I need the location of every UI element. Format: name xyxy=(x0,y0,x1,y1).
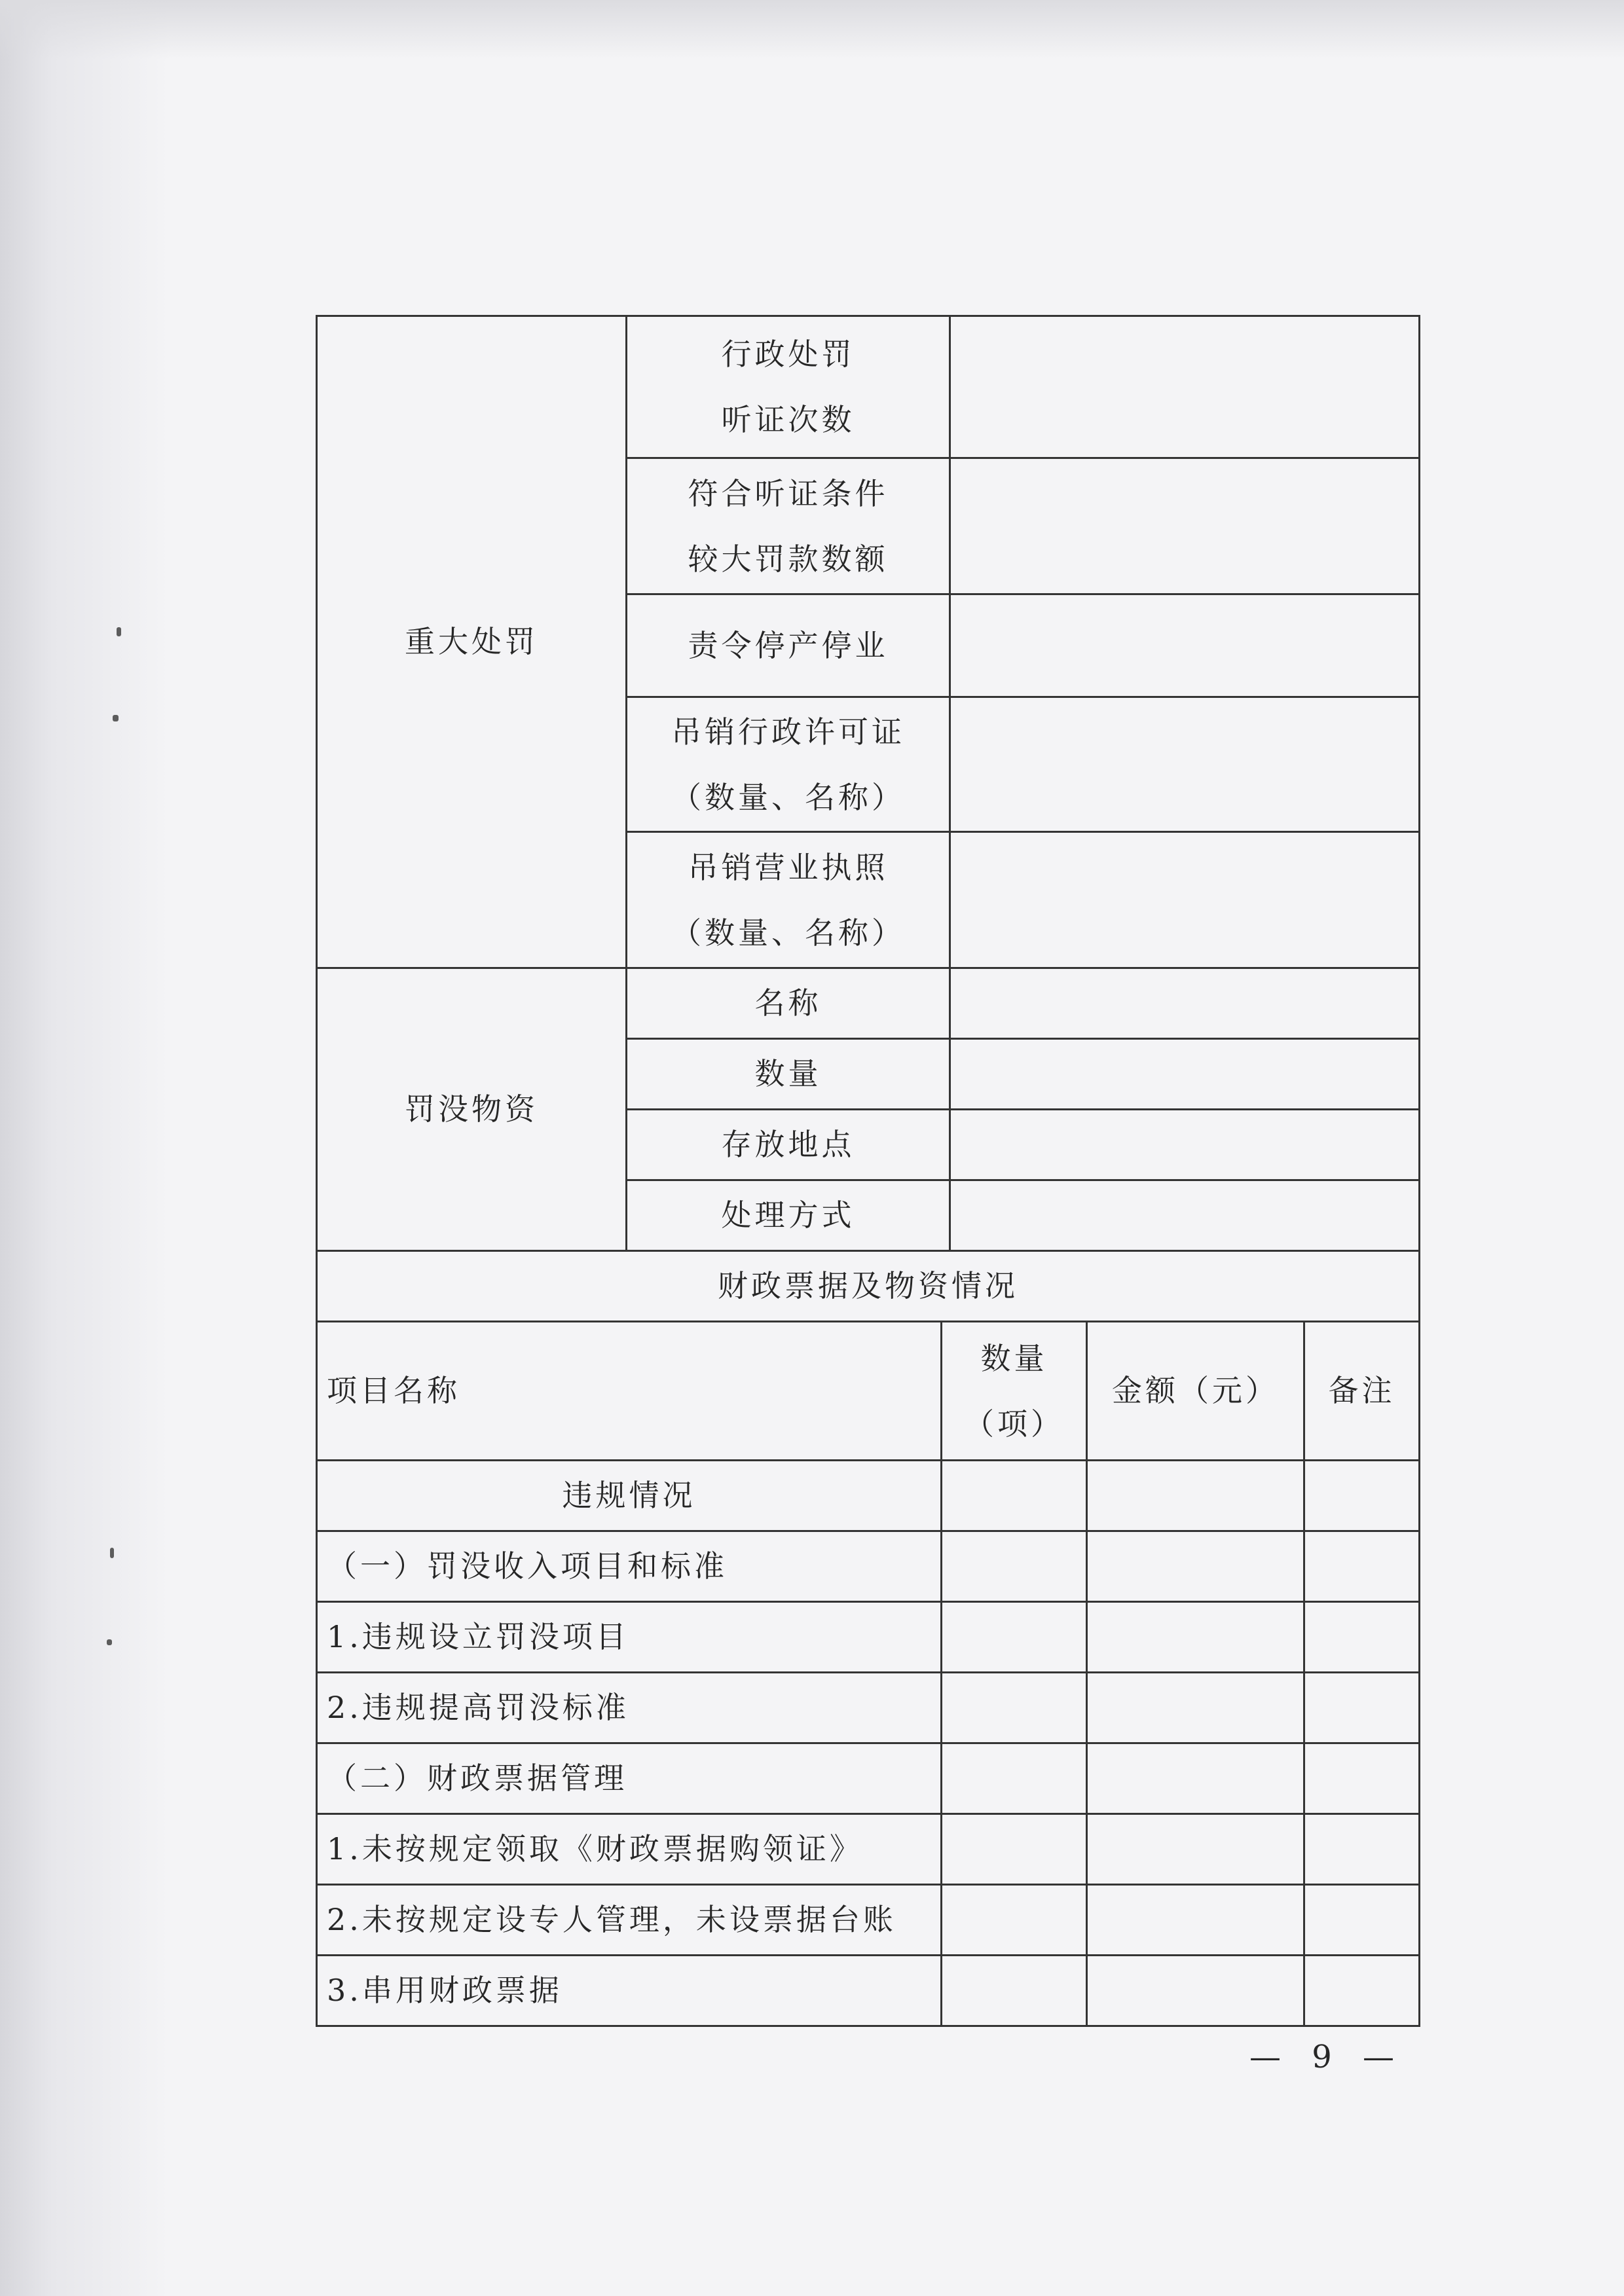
column-header-line: （项） xyxy=(964,1406,1064,1442)
item-label-hearing-count xyxy=(627,316,950,458)
item-label-line: 吊销行政许可证 xyxy=(671,714,905,750)
row-label: 2.违规提高罚没标准 xyxy=(317,1673,942,1743)
remarks-cell xyxy=(1304,1814,1420,1885)
row-label: 3.串用财政票据 xyxy=(317,1956,942,2026)
value-cell xyxy=(950,832,1420,968)
amount-cell xyxy=(1087,1814,1304,1885)
value-cell xyxy=(950,968,1420,1039)
row-label-violations: 违规情况 xyxy=(317,1461,942,1531)
quantity-cell xyxy=(942,1673,1087,1743)
remarks-cell xyxy=(1304,1885,1420,1956)
column-header-remarks: 备注 xyxy=(1304,1322,1420,1461)
table-row xyxy=(317,1814,1420,1885)
row-label: 2.未按规定设专人管理，未设票据台账 xyxy=(317,1885,942,1956)
table-header-row xyxy=(317,1322,1420,1461)
item-label-quantity: 数量 xyxy=(627,1039,950,1110)
quantity-cell xyxy=(942,1956,1087,2026)
quantity-cell xyxy=(942,1602,1087,1673)
item-label-disposal-method: 处理方式 xyxy=(627,1180,950,1251)
item-label-revoke-license xyxy=(627,832,950,968)
remarks-cell xyxy=(1304,1956,1420,2026)
table-row xyxy=(317,1461,1420,1531)
value-cell xyxy=(950,458,1420,594)
item-label-line: （数量、名称） xyxy=(671,779,905,815)
value-cell xyxy=(950,316,1420,458)
amount-cell xyxy=(1087,1885,1304,1956)
row-label: （二）财政票据管理 xyxy=(317,1743,942,1814)
column-header-amount: 金额（元） xyxy=(1087,1322,1304,1461)
column-header-item-name: 项目名称 xyxy=(317,1322,942,1461)
amount-cell xyxy=(1087,1602,1304,1673)
remarks-cell xyxy=(1304,1673,1420,1743)
page-number: — 9 — xyxy=(1249,2039,1405,2075)
remarks-cell xyxy=(1304,1461,1420,1531)
category-confiscated-goods: 罚没物资 xyxy=(317,968,627,1251)
row-label: 1.违规设立罚没项目 xyxy=(317,1602,942,1673)
quantity-cell xyxy=(942,1461,1087,1531)
item-label-line: 较大罚款数额 xyxy=(688,541,889,577)
item-label-line: 行政处罚 xyxy=(721,337,855,372)
remarks-cell xyxy=(1304,1531,1420,1602)
amount-cell xyxy=(1087,1461,1304,1531)
table-row xyxy=(317,1673,1420,1743)
remarks-cell xyxy=(1304,1602,1420,1673)
row-label: （一）罚没收入项目和标准 xyxy=(317,1531,942,1602)
item-label-line: 吊销营业执照 xyxy=(688,849,889,885)
value-cell xyxy=(950,1180,1420,1251)
scan-speck xyxy=(113,715,119,721)
table-row xyxy=(317,1956,1420,2026)
value-cell xyxy=(950,1039,1420,1110)
section-title: 财政票据及物资情况 xyxy=(317,1251,1420,1322)
column-header-quantity xyxy=(942,1322,1087,1461)
item-label-large-fines xyxy=(627,458,950,594)
value-cell xyxy=(950,697,1420,832)
table-row xyxy=(317,968,1420,1039)
table-row xyxy=(317,316,1420,458)
item-label-storage-location: 存放地点 xyxy=(627,1110,950,1180)
remarks-cell xyxy=(1304,1743,1420,1814)
row-label: 1.未按规定领取《财政票据购领证》 xyxy=(317,1814,942,1885)
table-row xyxy=(317,1885,1420,1956)
item-label-revoke-permit xyxy=(627,697,950,832)
quantity-cell xyxy=(942,1814,1087,1885)
category-major-penalty: 重大处罚 xyxy=(317,316,627,968)
amount-cell xyxy=(1087,1673,1304,1743)
item-label-suspension: 责令停产停业 xyxy=(627,594,950,697)
table-row xyxy=(317,1251,1420,1322)
value-cell xyxy=(950,594,1420,697)
table-row xyxy=(317,1602,1420,1673)
item-label-name: 名称 xyxy=(627,968,950,1039)
amount-cell xyxy=(1087,1531,1304,1602)
scan-shadow-left xyxy=(0,0,170,2296)
scan-shadow-top xyxy=(0,0,1624,59)
value-cell xyxy=(950,1110,1420,1180)
amount-cell xyxy=(1087,1956,1304,2026)
quantity-cell xyxy=(942,1531,1087,1602)
item-label-line: 听证次数 xyxy=(721,402,855,437)
scan-speck xyxy=(117,627,121,636)
quantity-cell xyxy=(942,1743,1087,1814)
scan-speck xyxy=(110,1548,114,1558)
quantity-cell xyxy=(942,1885,1087,1956)
item-label-line: 符合听证条件 xyxy=(688,475,889,511)
table-row xyxy=(317,1531,1420,1602)
amount-cell xyxy=(1087,1743,1304,1814)
scan-speck xyxy=(107,1639,112,1645)
table-row xyxy=(317,1743,1420,1814)
penalty-finance-form-table xyxy=(316,315,1420,2027)
item-label-line: （数量、名称） xyxy=(671,915,905,951)
column-header-line: 数量 xyxy=(980,1340,1048,1376)
